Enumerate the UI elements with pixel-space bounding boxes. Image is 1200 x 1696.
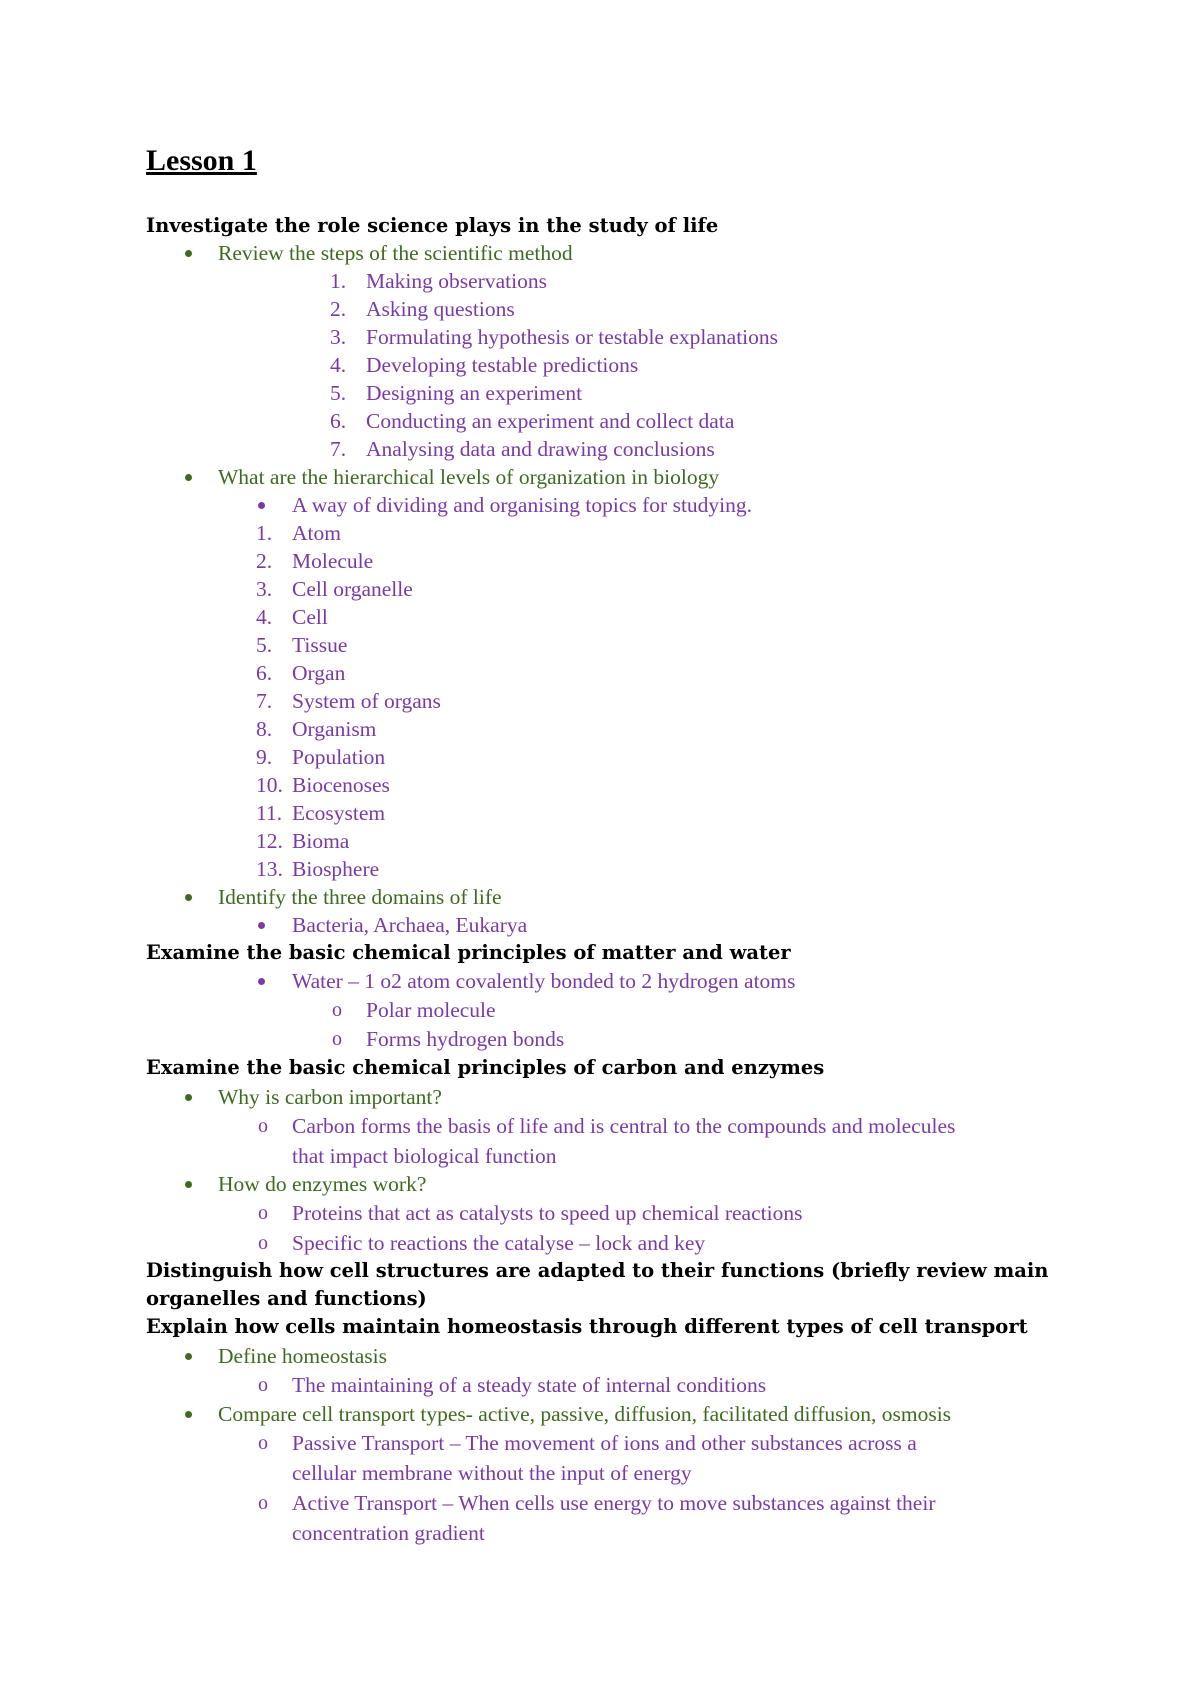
sub-passive-transport-cont: cellular membrane without the input of energy: [292, 1461, 692, 1485]
method-step: Analysing data and drawing conclusions: [366, 437, 715, 461]
organization-level: Bioma: [292, 829, 350, 853]
bullet-scientific-method: Review the steps of the scientific method: [218, 241, 573, 265]
bullet-icon: [258, 978, 265, 985]
section-heading-homeostasis: Explain how cells maintain homeostasis through different types of cell transport: [146, 1315, 1028, 1338]
method-step: Formulating hypothesis or testable explanations: [366, 325, 779, 349]
sub-steady-state: The maintaining of a steady state of internal conditions: [292, 1373, 767, 1397]
organization-level-number: 9.: [256, 745, 273, 769]
bullet-three-domains: Identify the three domains of life: [218, 885, 502, 909]
bullet-icon: [185, 474, 192, 481]
method-step-number: 2.: [330, 297, 347, 321]
organization-level-number: 6.: [256, 661, 273, 685]
sub-lock-and-key: Specific to reactions the catalyse – lock and key: [292, 1231, 706, 1255]
organization-level-number: 10.: [256, 773, 283, 797]
organization-level-number: 4.: [256, 605, 273, 629]
bullet-icon: [185, 1411, 192, 1418]
organization-level-number: 3.: [256, 577, 273, 601]
method-step: Developing testable predictions: [366, 353, 639, 377]
sub-passive-transport: Passive Transport – The movement of ions and other substances across a: [292, 1431, 917, 1455]
section-heading-science: Investigate the role science plays in the study of life: [146, 214, 719, 237]
organization-level-number: 5.: [256, 633, 273, 657]
sub-hydrogen-bonds: Forms hydrogen bonds: [366, 1027, 565, 1051]
organization-level-number: 1.: [256, 521, 273, 545]
method-step: Making observations: [366, 269, 547, 293]
bullet-icon: [185, 1094, 192, 1101]
organization-level: Cell organelle: [292, 577, 413, 601]
bullet-carbon-important: Why is carbon important?: [218, 1085, 442, 1109]
sub-carbon-basis-cont: that impact biological function: [292, 1144, 557, 1168]
bullet-icon: [185, 250, 192, 257]
sub-polar-molecule: Polar molecule: [366, 998, 496, 1022]
method-step-number: 4.: [330, 353, 347, 377]
organization-level-number: 12.: [256, 829, 283, 853]
bullet-icon: [258, 502, 265, 509]
organization-level: Biosphere: [292, 857, 380, 881]
bullet-hierarchical-levels: What are the hierarchical levels of organization in biology: [218, 465, 720, 489]
circle-bullet-icon: o: [258, 1115, 268, 1137]
organization-level: Cell: [292, 605, 328, 629]
organization-level-number: 2.: [256, 549, 273, 573]
circle-bullet-icon: o: [258, 1432, 268, 1454]
organization-level: Molecule: [292, 549, 374, 573]
method-step: Designing an experiment: [366, 381, 583, 405]
bullet-icon: [258, 922, 265, 929]
bullet-dividing-topics: A way of dividing and organising topics for studying.: [292, 493, 753, 517]
bullet-define-homeostasis: Define homeostasis: [218, 1344, 387, 1368]
circle-bullet-icon: o: [258, 1374, 268, 1396]
section-heading-carbon-enzymes: Examine the basic chemical principles of carbon and enzymes: [146, 1056, 825, 1079]
method-step: Asking questions: [366, 297, 515, 321]
method-step: Conducting an experiment and collect data: [366, 409, 735, 433]
organization-level-number: 13.: [256, 857, 283, 881]
method-step-number: 3.: [330, 325, 347, 349]
circle-bullet-icon: o: [258, 1232, 268, 1254]
page-title: Lesson 1: [146, 144, 257, 177]
organization-level-number: 11.: [256, 801, 283, 825]
organization-level: System of organs: [292, 689, 441, 713]
method-step-number: 1.: [330, 269, 347, 293]
bullet-water: Water – 1 o2 atom covalently bonded to 2 hydrogen atoms: [292, 969, 796, 993]
organization-level: Biocenoses: [292, 773, 390, 797]
method-step-number: 5.: [330, 381, 347, 405]
method-step-number: 7.: [330, 437, 347, 461]
section-heading-matter-water: Examine the basic chemical principles of matter and water: [146, 941, 791, 964]
bullet-icon: [185, 1353, 192, 1360]
circle-bullet-icon: o: [332, 1028, 342, 1050]
organization-level-number: 7.: [256, 689, 273, 713]
circle-bullet-icon: o: [332, 999, 342, 1021]
section-heading-cell-structures-cont: organelles and functions): [146, 1287, 427, 1310]
method-step-number: 6.: [330, 409, 347, 433]
sub-active-transport: Active Transport – When cells use energy to move substances against their: [292, 1491, 936, 1515]
organization-level: Tissue: [292, 633, 348, 657]
organization-level: Ecosystem: [292, 801, 386, 825]
bullet-domains-list: Bacteria, Archaea, Eukarya: [292, 913, 528, 937]
bullet-enzymes: How do enzymes work?: [218, 1172, 427, 1196]
section-heading-cell-structures: Distinguish how cell structures are adapted to their functions (briefly review main: [146, 1259, 1049, 1282]
bullet-icon: [185, 894, 192, 901]
sub-carbon-basis: Carbon forms the basis of life and is central to the compounds and molecules: [292, 1114, 956, 1138]
organization-level-number: 8.: [256, 717, 273, 741]
sub-active-transport-cont: concentration gradient: [292, 1521, 485, 1545]
organization-level: Atom: [292, 521, 341, 545]
organization-level: Population: [292, 745, 386, 769]
sub-enzymes-catalysts: Proteins that act as catalysts to speed up chemical reactions: [292, 1201, 803, 1225]
organization-level: Organ: [292, 661, 346, 685]
bullet-icon: [185, 1181, 192, 1188]
circle-bullet-icon: o: [258, 1202, 268, 1224]
organization-level: Organism: [292, 717, 377, 741]
circle-bullet-icon: o: [258, 1492, 268, 1514]
bullet-transport-types: Compare cell transport types- active, passive, diffusion, facilitated diffusion, osmosis: [218, 1402, 952, 1426]
